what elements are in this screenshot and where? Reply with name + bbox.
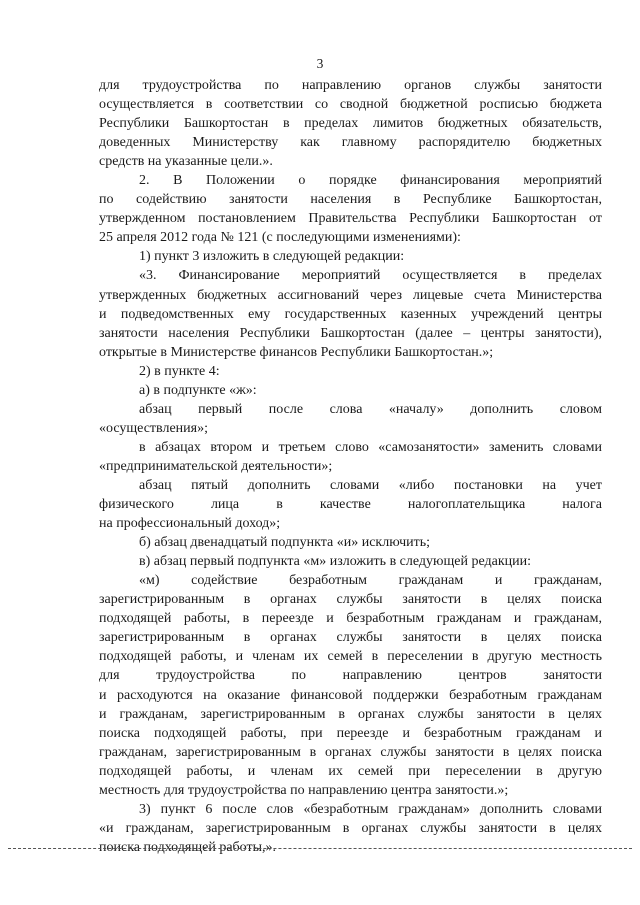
text-line: средств на указанные цели.». (99, 154, 273, 170)
text-line: для трудоустройства по направлению центров занятости (99, 668, 602, 684)
text-line: зарегистрированным в органах службы занятости в целях поиска (99, 630, 602, 646)
text-line: открытые в Министерстве финансов Республики Башкортостан.»; (99, 344, 494, 360)
text-line: 2. В Положении о порядке финансирования мероприятий (139, 173, 602, 189)
text-line: и расходуются на оказание финансовой поддержки безработным гражданам (99, 687, 602, 703)
page-number: 3 (316, 56, 324, 71)
text-line: «м) содействие безработным гражданам и гражданам, (139, 573, 602, 589)
text-line: Республики Башкортостан в пределах лимитов бюджетных обязательств, (99, 116, 602, 132)
text-line: «предпринимательской деятельности»; (99, 458, 333, 474)
text-line: на профессиональный доход»; (99, 516, 281, 532)
text-line: абзац первый после слова «началу» дополнить словом (139, 401, 602, 417)
text-line: а) в подпункте «ж»: (139, 382, 257, 398)
text-line: поиска подходящей работы, при переезде и безработным гражданам и (99, 725, 602, 741)
text-line: 25 апреля 2012 года № 121 (с последующими изменениями): (99, 230, 461, 246)
text-line: 1) пункт 3 изложить в следующей редакции: (139, 249, 405, 265)
text-line: утвержденных бюджетных ассигнований через лицевые счета Министерства (99, 287, 602, 303)
text-line: утвержденном постановлением Правительства Республики Башкортостан от (99, 211, 602, 227)
text-line: поиска подходящей работы,». (99, 839, 277, 855)
text-line: по содействию занятости населения в Республике Башкортостан, (99, 192, 602, 208)
text-line: «осуществления»; (99, 420, 208, 436)
text-line: в абзацах втором и третьем слово «самозанятости» заменить словами (139, 439, 602, 455)
text-line: и гражданам, зарегистрированным в органах службы занятости в целях (99, 706, 602, 722)
text-line: гражданам, зарегистрированным в органах службы занятости в целях поиска (99, 744, 602, 760)
footer-divider (8, 848, 632, 849)
text-line: местность для трудоустройства по направлению центра занятости.»; (99, 782, 509, 798)
text-line: и подведомственных ему государственных казенных учреждений центры (99, 306, 602, 322)
text-line: «3. Финансирование мероприятий осуществляется в пределах (139, 268, 602, 284)
text-line: абзац пятый дополнить словами «либо постановки на учет (139, 477, 602, 493)
text-line: зарегистрированным в органах службы занятости в целях поиска (99, 592, 602, 608)
text-line: занятости населения Республики Башкортостан (далее – центры занятости), (99, 325, 602, 341)
text-line: подходящей работы, в переезде и безработным гражданам и гражданам, (99, 611, 602, 627)
text-line: физического лица в качестве налогоплательщика налога (99, 497, 602, 513)
text-line: б) абзац двенадцатый подпункта «и» исключить; (139, 535, 431, 551)
document-body (99, 76, 602, 857)
text-line: в) абзац первый подпункта «м» изложить в следующей редакции: (139, 554, 532, 570)
text-line: осуществляется в соответствии со сводной бюджетной росписью бюджета (99, 97, 602, 113)
text-line: для трудоустройства по направлению органов службы занятости (99, 78, 602, 93)
text-line: доведенных Министерству как главному распорядителю бюджетных (99, 135, 602, 151)
text-line: 2) в пункте 4: (139, 363, 220, 379)
text-line: подходящей работы, и членам их семей при переселении в другую (99, 763, 602, 779)
text-line: 3) пункт 6 после слов «безработным гражданам» дополнить словами (139, 801, 602, 817)
text-line: «и гражданам, зарегистрированным в органах службы занятости в целях (99, 820, 602, 836)
text-line: подходящей работы, и членам их семей в переселении в другую местность (99, 649, 602, 665)
